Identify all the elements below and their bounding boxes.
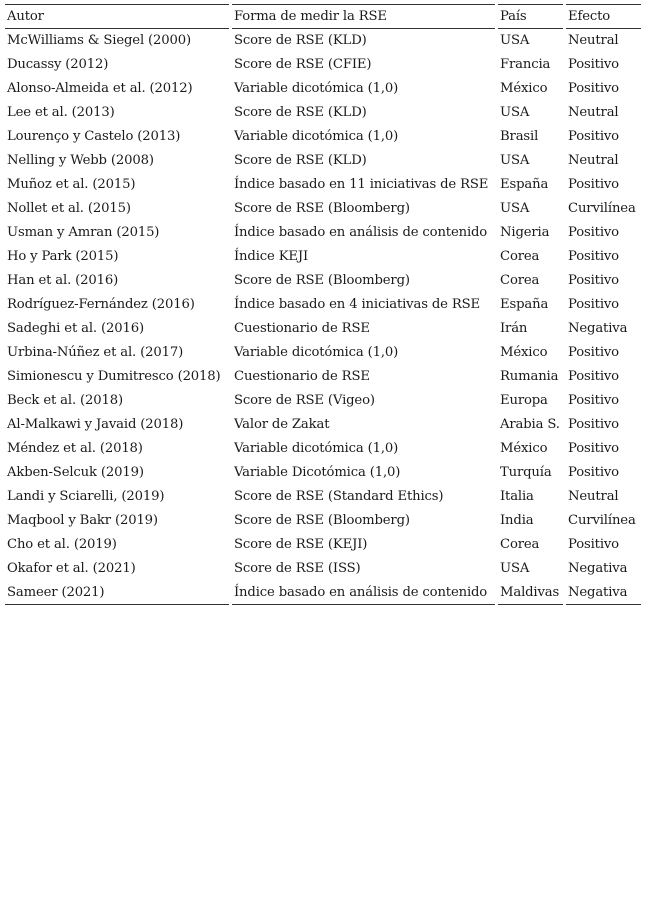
cell-autor: Okafor et al. (2021) — [7, 560, 136, 576]
cell-autor: Urbina-Núñez et al. (2017) — [7, 344, 184, 360]
cell-autor: Simionescu y Dumitresco (2018) — [7, 368, 221, 384]
cell-pais: España — [500, 296, 549, 312]
cell-autor: Akben-Selcuk (2019) — [7, 464, 144, 480]
cell-efecto: Positivo — [568, 368, 619, 384]
cell-forma-de-medir: Índice basado en 11 iniciativas de RSE — [234, 176, 489, 192]
cell-forma-de-medir: Variable dicotómica (1,0) — [234, 80, 399, 96]
cell-autor: Beck et al. (2018) — [7, 392, 123, 408]
table-row — [5, 484, 641, 508]
cell-autor: Lee et al. (2013) — [7, 104, 115, 120]
cell-autor: Sadeghi et al. (2016) — [7, 320, 144, 336]
table-row — [5, 244, 641, 268]
cell-forma-de-medir: Score de RSE (ISS) — [234, 560, 361, 576]
cell-autor: Méndez et al. (2018) — [7, 440, 143, 456]
cell-pais: Rumania — [500, 368, 559, 384]
cell-pais: USA — [500, 560, 530, 576]
table-row — [5, 316, 641, 340]
cell-efecto: Positivo — [568, 224, 619, 240]
cell-forma-de-medir: Score de RSE (Standard Ethics) — [234, 488, 444, 504]
cell-autor: Cho et al. (2019) — [7, 536, 117, 552]
cell-efecto: Negativa — [568, 320, 628, 336]
cell-pais: Corea — [500, 272, 540, 288]
studies-table — [5, 4, 641, 604]
cell-autor: Ho y Park (2015) — [7, 248, 119, 264]
cell-efecto: Negativa — [568, 584, 628, 600]
cell-pais: USA — [500, 104, 530, 120]
cell-pais: México — [500, 344, 548, 360]
cell-efecto: Positivo — [568, 56, 619, 72]
table-row — [5, 436, 641, 460]
cell-pais: Turquía — [500, 464, 552, 480]
cell-forma-de-medir: Score de RSE (Bloomberg) — [234, 272, 410, 288]
cell-forma-de-medir: Variable dicotómica (1,0) — [234, 128, 399, 144]
cell-forma-de-medir: Valor de Zakat — [234, 416, 330, 432]
cell-forma-de-medir: Score de RSE (Vigeo) — [234, 392, 375, 408]
cell-efecto: Positivo — [568, 176, 619, 192]
cell-efecto: Positivo — [568, 248, 619, 264]
cell-forma-de-medir: Score de RSE (Bloomberg) — [234, 512, 410, 528]
table-header-row — [5, 4, 641, 28]
cell-forma-de-medir: Variable Dicotómica (1,0) — [234, 464, 401, 480]
header-forma-de-medir: Forma de medir la RSE — [234, 8, 387, 24]
table-body — [5, 28, 641, 604]
cell-autor: McWilliams & Siegel (2000) — [7, 32, 192, 48]
cell-efecto: Positivo — [568, 536, 619, 552]
cell-efecto: Curvilínea — [568, 200, 636, 216]
cell-efecto: Curvilínea — [568, 512, 636, 528]
table-row — [5, 28, 641, 52]
table-row — [5, 52, 641, 76]
cell-pais: Brasil — [500, 128, 539, 144]
table-row — [5, 460, 641, 484]
table-row — [5, 388, 641, 412]
table-row — [5, 508, 641, 532]
cell-pais: India — [500, 512, 534, 528]
cell-pais: México — [500, 80, 548, 96]
cell-pais: Corea — [500, 536, 540, 552]
cell-forma-de-medir: Variable dicotómica (1,0) — [234, 440, 399, 456]
cell-efecto: Positivo — [568, 128, 619, 144]
cell-forma-de-medir: Score de RSE (Bloomberg) — [234, 200, 410, 216]
cell-pais: USA — [500, 32, 530, 48]
table-row — [5, 76, 641, 100]
table-row — [5, 532, 641, 556]
cell-autor: Lourenço y Castelo (2013) — [7, 128, 181, 144]
cell-autor: Ducassy (2012) — [7, 56, 109, 72]
cell-pais: Italia — [500, 488, 534, 504]
table-row — [5, 220, 641, 244]
table-row — [5, 556, 641, 580]
cell-forma-de-medir: Score de RSE (KLD) — [234, 32, 367, 48]
cell-forma-de-medir: Score de RSE (CFIE) — [234, 56, 372, 72]
cell-autor: Rodríguez-Fernández (2016) — [7, 296, 195, 312]
header-efecto: Efecto — [568, 8, 611, 24]
cell-efecto: Neutral — [568, 152, 619, 168]
cell-autor: Sameer (2021) — [7, 584, 105, 600]
table-row — [5, 148, 641, 172]
table-row — [5, 364, 641, 388]
cell-autor: Maqbool y Bakr (2019) — [7, 512, 158, 528]
cell-forma-de-medir: Cuestionario de RSE — [234, 320, 370, 336]
table-row — [5, 268, 641, 292]
cell-pais: México — [500, 440, 548, 456]
cell-efecto: Positivo — [568, 344, 619, 360]
cell-autor: Han et al. (2016) — [7, 272, 119, 288]
cell-efecto: Positivo — [568, 416, 619, 432]
cell-autor: Landi y Sciarelli, (2019) — [7, 488, 165, 504]
cell-efecto: Neutral — [568, 104, 619, 120]
cell-forma-de-medir: Score de RSE (KLD) — [234, 152, 367, 168]
cell-efecto: Positivo — [568, 464, 619, 480]
cell-forma-de-medir: Índice KEJI — [234, 248, 309, 264]
table-row — [5, 340, 641, 364]
table-row — [5, 292, 641, 316]
cell-efecto: Positivo — [568, 440, 619, 456]
cell-pais: Europa — [500, 392, 548, 408]
cell-forma-de-medir: Variable dicotómica (1,0) — [234, 344, 399, 360]
cell-pais: Irán — [500, 320, 528, 336]
header-autor: Autor — [7, 8, 44, 24]
table-row — [5, 412, 641, 436]
cell-forma-de-medir: Índice basado en análisis de contenido — [234, 224, 488, 240]
cell-autor: Alonso-Almeida et al. (2012) — [7, 80, 193, 96]
table-row — [5, 580, 641, 604]
cell-pais: Francia — [500, 56, 551, 72]
cell-efecto: Positivo — [568, 392, 619, 408]
cell-pais: Corea — [500, 248, 540, 264]
cell-efecto: Neutral — [568, 32, 619, 48]
header-pais: País — [500, 8, 527, 24]
cell-pais: Arabia S. — [500, 416, 560, 432]
cell-pais: Maldivas — [500, 584, 560, 600]
cell-pais: USA — [500, 152, 530, 168]
cell-forma-de-medir: Índice basado en análisis de contenido — [234, 584, 488, 600]
table-row — [5, 100, 641, 124]
table-row — [5, 172, 641, 196]
cell-pais: USA — [500, 200, 530, 216]
cell-efecto: Positivo — [568, 80, 619, 96]
cell-autor: Nollet et al. (2015) — [7, 200, 131, 216]
cell-efecto: Positivo — [568, 272, 619, 288]
cell-pais: Nigeria — [500, 224, 550, 240]
cell-forma-de-medir: Cuestionario de RSE — [234, 368, 370, 384]
table-row — [5, 196, 641, 220]
cell-forma-de-medir: Score de RSE (KLD) — [234, 104, 367, 120]
cell-forma-de-medir: Score de RSE (KEJI) — [234, 536, 368, 552]
cell-efecto: Negativa — [568, 560, 628, 576]
cell-autor: Nelling y Webb (2008) — [7, 152, 154, 168]
cell-autor: Al-Malkawi y Javaid (2018) — [7, 416, 184, 432]
cell-efecto: Neutral — [568, 488, 619, 504]
table-row — [5, 124, 641, 148]
cell-pais: España — [500, 176, 549, 192]
cell-autor: Muñoz et al. (2015) — [7, 176, 136, 192]
cell-autor: Usman y Amran (2015) — [7, 224, 160, 240]
cell-forma-de-medir: Índice basado en 4 iniciativas de RSE — [234, 296, 480, 312]
cell-efecto: Positivo — [568, 296, 619, 312]
